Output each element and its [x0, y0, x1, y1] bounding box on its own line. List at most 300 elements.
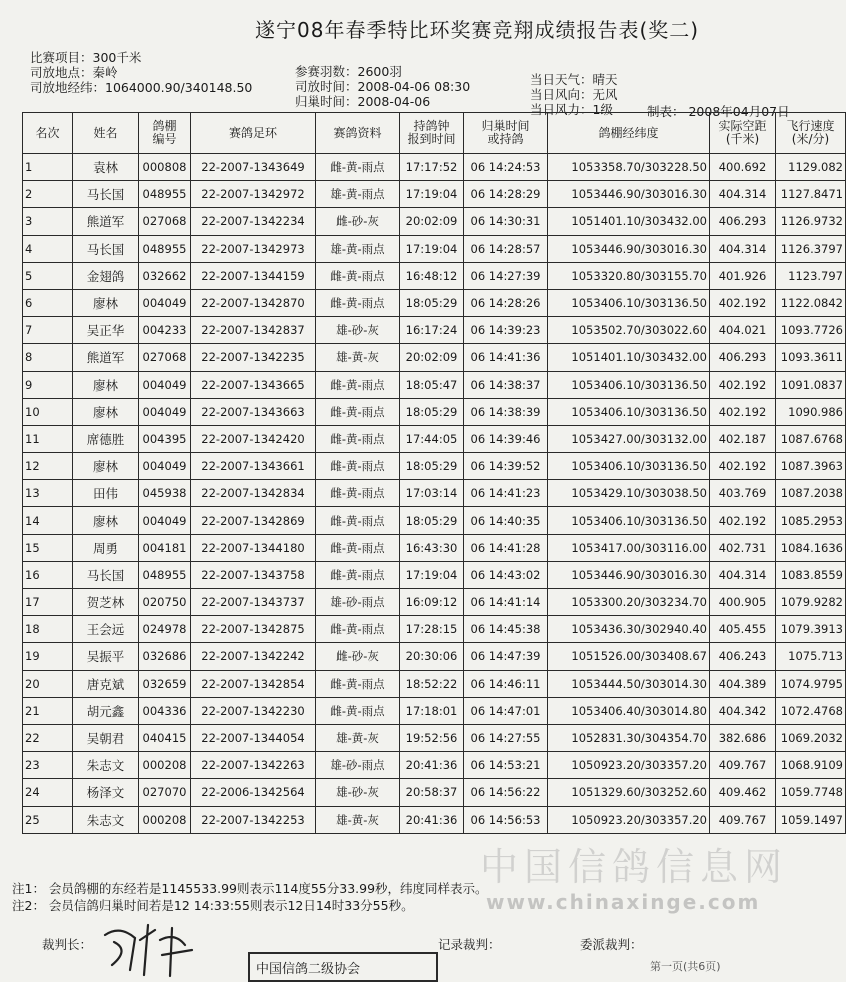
table-cell: 18:05:29: [400, 398, 464, 425]
table-cell: 027070: [139, 779, 191, 806]
table-cell: 06 14:30:31: [464, 208, 548, 235]
table-cell: 金翅鸽: [73, 262, 139, 289]
table-cell: 004049: [139, 371, 191, 398]
column-header: 实际空距 (千米): [710, 113, 776, 154]
table-cell: 熊道军: [73, 344, 139, 371]
table-cell: 1051329.60/303252.60: [548, 779, 710, 806]
table-row: [23, 752, 846, 779]
table-cell: 404.314: [710, 235, 776, 262]
table-cell: 18:05:47: [400, 371, 464, 398]
table-cell: 雄-砂-灰: [316, 779, 400, 806]
table-cell: 熊道军: [73, 208, 139, 235]
table-cell: 401.926: [710, 262, 776, 289]
table-cell: 1052831.30/304354.70: [548, 724, 710, 751]
table-cell: 16:48:12: [400, 262, 464, 289]
table-cell: 000208: [139, 752, 191, 779]
table-cell: 胡元鑫: [73, 697, 139, 724]
table-cell: 1079.3913: [776, 616, 846, 643]
table-cell: 000808: [139, 154, 191, 181]
table-row: [23, 697, 846, 724]
table-cell: 06 14:45:38: [464, 616, 548, 643]
table-row: [23, 344, 846, 371]
table-cell: 048955: [139, 561, 191, 588]
table-cell: 06 14:28:57: [464, 235, 548, 262]
table-cell: 4: [23, 235, 73, 262]
table-cell: 23: [23, 752, 73, 779]
column-header: 姓名: [73, 113, 139, 154]
table-cell: 1053358.70/303228.50: [548, 154, 710, 181]
table-cell: 19:52:56: [400, 724, 464, 751]
table-cell: 404.021: [710, 317, 776, 344]
table-cell: 14: [23, 507, 73, 534]
table-row: [23, 181, 846, 208]
table-cell: 22-2007-1342875: [191, 616, 316, 643]
table-cell: 1050923.20/303357.20: [548, 806, 710, 833]
table-cell: 20:02:09: [400, 208, 464, 235]
table-cell: 409.767: [710, 806, 776, 833]
table-row: [23, 289, 846, 316]
table-cell: 朱志文: [73, 806, 139, 833]
table-cell: 22-2006-1342564: [191, 779, 316, 806]
event-label: 比赛项目：300千米: [30, 50, 142, 65]
release-time-label: 司放时间：: [295, 79, 358, 94]
table-cell: 17:19:04: [400, 235, 464, 262]
return-date-label: 归巢时间：: [295, 94, 358, 109]
table-cell: 吴朝君: [73, 724, 139, 751]
table-cell: 雄-黄-雨点: [316, 181, 400, 208]
table-cell: 06 14:39:52: [464, 453, 548, 480]
table-cell: 22-2007-1342973: [191, 235, 316, 262]
table-cell: 1053502.70/303022.60: [548, 317, 710, 344]
table-cell: 17:19:04: [400, 181, 464, 208]
table-cell: 1050923.20/303357.20: [548, 752, 710, 779]
table-cell: 1072.4768: [776, 697, 846, 724]
table-cell: 004336: [139, 697, 191, 724]
table-cell: 雄-黄-灰: [316, 724, 400, 751]
table-cell: 22-2007-1342234: [191, 208, 316, 235]
table-cell: 16: [23, 561, 73, 588]
table-cell: 廖林: [73, 453, 139, 480]
table-cell: 1053406.10/303136.50: [548, 507, 710, 534]
table-row: [23, 208, 846, 235]
table-cell: 22-2007-1342834: [191, 480, 316, 507]
table-cell: 1053446.90/303016.30: [548, 235, 710, 262]
table-cell: 22-2007-1342420: [191, 425, 316, 452]
table-cell: 雌-黄-雨点: [316, 616, 400, 643]
table-cell: 409.462: [710, 779, 776, 806]
referee-label: 裁判长：: [42, 937, 93, 952]
table-cell: 1083.8559: [776, 561, 846, 588]
table-cell: 贺芝林: [73, 589, 139, 616]
table-cell: 1091.0837: [776, 371, 846, 398]
table-cell: 17:28:15: [400, 616, 464, 643]
table-cell: 22-2007-1342230: [191, 697, 316, 724]
table-cell: 1074.9795: [776, 670, 846, 697]
table-cell: 06 14:56:22: [464, 779, 548, 806]
table-cell: 17:18:01: [400, 697, 464, 724]
table-cell: 马长国: [73, 561, 139, 588]
table-cell: 雄-砂-灰: [316, 317, 400, 344]
table-cell: 000208: [139, 806, 191, 833]
table-cell: 045938: [139, 480, 191, 507]
table-cell: 雌-黄-雨点: [316, 289, 400, 316]
association-stamp: 中国信鸽二级协会: [248, 952, 438, 982]
table-cell: 032659: [139, 670, 191, 697]
column-header: 赛鸽资料: [316, 113, 400, 154]
watermark-url: www.chinaxinge.com: [486, 890, 761, 914]
table-cell: 20: [23, 670, 73, 697]
table-cell: 15: [23, 534, 73, 561]
wind-dir-value: 无风: [592, 87, 618, 102]
table-cell: 06 14:38:39: [464, 398, 548, 425]
table-cell: 6: [23, 289, 73, 316]
column-header: 名次: [23, 113, 73, 154]
note-2: 注2： 会员信鸽归巢时间若是12 14:33:55则表示12日14时33分55秒。: [12, 898, 414, 913]
table-cell: 1093.7726: [776, 317, 846, 344]
table-cell: 004049: [139, 507, 191, 534]
table-cell: 1051401.10/303432.00: [548, 208, 710, 235]
table-cell: 10: [23, 398, 73, 425]
made-date: 制表： 2008年04月07日: [647, 104, 790, 119]
table-cell: 409.767: [710, 752, 776, 779]
table-cell: 20:30:06: [400, 643, 464, 670]
table-cell: 402.192: [710, 371, 776, 398]
table-cell: 06 14:41:28: [464, 534, 548, 561]
column-header: 鸽棚经纬度: [548, 113, 710, 154]
table-cell: 吴振平: [73, 643, 139, 670]
return-date-value: 2008-04-06: [357, 94, 431, 109]
table-cell: 20:41:36: [400, 806, 464, 833]
table-cell: 雄-砂-雨点: [316, 752, 400, 779]
table-cell: 1053406.10/303136.50: [548, 453, 710, 480]
table-cell: 1085.2953: [776, 507, 846, 534]
table-cell: 024978: [139, 616, 191, 643]
table-cell: 22-2007-1344180: [191, 534, 316, 561]
table-cell: 404.314: [710, 181, 776, 208]
table-cell: 1059.1497: [776, 806, 846, 833]
table-cell: 8: [23, 344, 73, 371]
table-cell: 402.731: [710, 534, 776, 561]
table-cell: 406.243: [710, 643, 776, 670]
table-row: [23, 779, 846, 806]
table-cell: 22-2007-1343649: [191, 154, 316, 181]
table-cell: 9: [23, 371, 73, 398]
table-cell: 24: [23, 779, 73, 806]
table-cell: 12: [23, 453, 73, 480]
table-cell: 22-2007-1342242: [191, 643, 316, 670]
table-cell: 1053406.10/303136.50: [548, 398, 710, 425]
note-1: 注1： 会员鸽棚的东经若是1145533.99则表示114度55分33.99秒，纬度同样表示。: [12, 881, 488, 896]
table-cell: 06 14:39:46: [464, 425, 548, 452]
results-table: [22, 112, 846, 834]
table-cell: 20:02:09: [400, 344, 464, 371]
table-cell: 06 14:53:21: [464, 752, 548, 779]
table-cell: 1127.8471: [776, 181, 846, 208]
table-cell: 06 14:39:23: [464, 317, 548, 344]
table-cell: 5: [23, 262, 73, 289]
table-cell: 22-2007-1342854: [191, 670, 316, 697]
table-cell: 1053444.50/303014.30: [548, 670, 710, 697]
table-cell: 17:03:14: [400, 480, 464, 507]
table-cell: 11: [23, 425, 73, 452]
table-cell: 1053406.10/303136.50: [548, 371, 710, 398]
table-row: [23, 670, 846, 697]
table-cell: 032686: [139, 643, 191, 670]
table-cell: 1084.1636: [776, 534, 846, 561]
table-cell: 雄-砂-雨点: [316, 589, 400, 616]
table-cell: 2: [23, 181, 73, 208]
table-cell: 雌-黄-雨点: [316, 480, 400, 507]
table-cell: 06 14:24:53: [464, 154, 548, 181]
table-cell: 048955: [139, 181, 191, 208]
table-cell: 004049: [139, 398, 191, 425]
table-cell: 20:58:37: [400, 779, 464, 806]
weather-value: 晴天: [592, 72, 618, 87]
handwritten-signature: [100, 920, 220, 977]
table-cell: 17:19:04: [400, 561, 464, 588]
table-cell: 雌-黄-雨点: [316, 262, 400, 289]
table-cell: 3: [23, 208, 73, 235]
table-cell: 1068.9109: [776, 752, 846, 779]
table-cell: 雌-砂-灰: [316, 643, 400, 670]
table-cell: 18:05:29: [400, 289, 464, 316]
wind-dir-label: 当日风向：: [530, 87, 593, 102]
table-cell: 1053429.10/303038.50: [548, 480, 710, 507]
table-cell: 405.455: [710, 616, 776, 643]
table-row: [23, 616, 846, 643]
table-cell: 404.314: [710, 561, 776, 588]
table-cell: 004395: [139, 425, 191, 452]
table-row: [23, 317, 846, 344]
table-cell: 朱志文: [73, 752, 139, 779]
table-cell: 1122.0842: [776, 289, 846, 316]
table-cell: 席德胜: [73, 425, 139, 452]
table-cell: 1053427.00/303132.00: [548, 425, 710, 452]
table-cell: 06 14:56:53: [464, 806, 548, 833]
table-cell: 22-2007-1343665: [191, 371, 316, 398]
table-cell: 雌-黄-雨点: [316, 453, 400, 480]
table-row: [23, 235, 846, 262]
table-cell: 13: [23, 480, 73, 507]
table-cell: 18:05:29: [400, 507, 464, 534]
table-cell: 吴正华: [73, 317, 139, 344]
header-weather-info: [530, 72, 618, 117]
watermark-logo-text: 中国信鸽信息网: [480, 845, 789, 889]
table-cell: 1053300.20/303234.70: [548, 589, 710, 616]
footnotes: [12, 880, 488, 914]
table-row: [23, 806, 846, 833]
table-cell: 06 14:46:11: [464, 670, 548, 697]
table-cell: 06 14:27:55: [464, 724, 548, 751]
column-header: 鸽棚 编号: [139, 113, 191, 154]
table-cell: 06 14:43:02: [464, 561, 548, 588]
table-cell: 22-2007-1344159: [191, 262, 316, 289]
table-cell: 马长国: [73, 235, 139, 262]
table-cell: 唐克斌: [73, 670, 139, 697]
table-cell: 22-2007-1343758: [191, 561, 316, 588]
table-cell: 402.192: [710, 507, 776, 534]
table-cell: 048955: [139, 235, 191, 262]
table-cell: 402.192: [710, 289, 776, 316]
table-cell: 廖林: [73, 289, 139, 316]
table-header-row: [23, 113, 846, 154]
table-cell: 06 14:38:37: [464, 371, 548, 398]
table-cell: 1053436.30/302940.40: [548, 616, 710, 643]
table-row: [23, 507, 846, 534]
table-cell: 1087.2038: [776, 480, 846, 507]
table-cell: 22-2007-1342972: [191, 181, 316, 208]
table-cell: 004181: [139, 534, 191, 561]
table-cell: 雄-黄-灰: [316, 344, 400, 371]
table-cell: 袁林: [73, 154, 139, 181]
table-row: [23, 262, 846, 289]
table-cell: 1123.797: [776, 262, 846, 289]
header-race-info: [295, 64, 470, 109]
table-cell: 1079.9282: [776, 589, 846, 616]
header-event-info: [30, 50, 252, 95]
table-cell: 廖林: [73, 371, 139, 398]
table-cell: 1053406.40/303014.80: [548, 697, 710, 724]
table-cell: 06 14:41:36: [464, 344, 548, 371]
table-cell: 06 14:28:29: [464, 181, 548, 208]
table-cell: 18:05:29: [400, 453, 464, 480]
entries-label: 参赛羽数：: [295, 64, 358, 79]
table-cell: 16:43:30: [400, 534, 464, 561]
table-cell: 22-2007-1342235: [191, 344, 316, 371]
table-row: [23, 480, 846, 507]
wind-force-value: 1级: [592, 102, 613, 117]
table-cell: 382.686: [710, 724, 776, 751]
table-cell: 004049: [139, 453, 191, 480]
table-row: [23, 561, 846, 588]
table-cell: 06 14:41:23: [464, 480, 548, 507]
table-cell: 1129.082: [776, 154, 846, 181]
table-row: [23, 453, 846, 480]
table-row: [23, 154, 846, 181]
table-cell: 1053406.10/303136.50: [548, 289, 710, 316]
table-cell: 400.692: [710, 154, 776, 181]
table-cell: 406.293: [710, 344, 776, 371]
table-cell: 17:17:52: [400, 154, 464, 181]
column-header: 飞行速度 (米/分): [776, 113, 846, 154]
table-cell: 22-2007-1343661: [191, 453, 316, 480]
table-cell: 7: [23, 317, 73, 344]
table-cell: 06 14:40:35: [464, 507, 548, 534]
table-body: [23, 154, 846, 834]
column-header: 持鸽钟 报到时间: [400, 113, 464, 154]
table-cell: 雌-黄-雨点: [316, 398, 400, 425]
table-cell: 032662: [139, 262, 191, 289]
table-cell: 1087.6768: [776, 425, 846, 452]
table-cell: 22-2007-1342869: [191, 507, 316, 534]
table-cell: 雌-黄-雨点: [316, 534, 400, 561]
table-cell: 402.192: [710, 398, 776, 425]
table-cell: 16:17:24: [400, 317, 464, 344]
table-cell: 18:52:22: [400, 670, 464, 697]
table-cell: 400.905: [710, 589, 776, 616]
release-coords: 司放地经纬：1064000.90/340148.50: [30, 80, 253, 95]
table-cell: 402.187: [710, 425, 776, 452]
table-cell: 20:41:36: [400, 752, 464, 779]
table-cell: 25: [23, 806, 73, 833]
table-cell: 雌-黄-雨点: [316, 507, 400, 534]
table-cell: 402.192: [710, 453, 776, 480]
table-cell: 404.389: [710, 670, 776, 697]
table-cell: 22-2007-1342870: [191, 289, 316, 316]
table-cell: 21: [23, 697, 73, 724]
document-title: 遂宁08年春季特比环奖赛竞翔成绩报告表(奖二): [255, 18, 700, 42]
weather-label: 当日天气：: [530, 72, 593, 87]
column-header: 赛鸽足环: [191, 113, 316, 154]
table-cell: 06 14:47:39: [464, 643, 548, 670]
table-row: [23, 398, 846, 425]
table-cell: 16:09:12: [400, 589, 464, 616]
table-row: [23, 534, 846, 561]
table-cell: 雌-黄-雨点: [316, 154, 400, 181]
table-row: [23, 724, 846, 751]
table-cell: 1075.713: [776, 643, 846, 670]
table-cell: 雌-黄-雨点: [316, 425, 400, 452]
table-cell: 1069.2032: [776, 724, 846, 751]
table-cell: 06 14:27:39: [464, 262, 548, 289]
table-cell: 1053320.80/303155.70: [548, 262, 710, 289]
table-cell: 1053417.00/303116.00: [548, 534, 710, 561]
table-cell: 廖林: [73, 398, 139, 425]
column-header: 归巢时间 或持鸽: [464, 113, 548, 154]
table-cell: 020750: [139, 589, 191, 616]
page-indicator: 第一页(共6页): [650, 960, 721, 973]
assigned-label: 委派裁判：: [580, 937, 643, 952]
table-row: [23, 643, 846, 670]
entries-value: 2600羽: [357, 64, 402, 79]
table-cell: 06 14:28:26: [464, 289, 548, 316]
table-cell: 1051526.00/303408.67: [548, 643, 710, 670]
table-cell: 杨泽文: [73, 779, 139, 806]
table-cell: 雌-黄-雨点: [316, 697, 400, 724]
table-cell: 17: [23, 589, 73, 616]
table-cell: 马长国: [73, 181, 139, 208]
table-cell: 1053446.90/303016.30: [548, 561, 710, 588]
table-cell: 06 14:41:14: [464, 589, 548, 616]
table-cell: 1126.3797: [776, 235, 846, 262]
release-place: 司放地点：秦岭: [30, 65, 118, 80]
table-cell: 1090.986: [776, 398, 846, 425]
table-cell: 雌-黄-雨点: [316, 670, 400, 697]
table-row: [23, 425, 846, 452]
table-cell: 1087.3963: [776, 453, 846, 480]
table-cell: 18: [23, 616, 73, 643]
table-cell: 22-2007-1343663: [191, 398, 316, 425]
table-cell: 雌-黄-雨点: [316, 561, 400, 588]
table-cell: 19: [23, 643, 73, 670]
table-cell: 22: [23, 724, 73, 751]
table-cell: 17:44:05: [400, 425, 464, 452]
table-cell: 22-2007-1343737: [191, 589, 316, 616]
table-cell: 22-2007-1342253: [191, 806, 316, 833]
table-cell: 雌-砂-灰: [316, 208, 400, 235]
table-cell: 22-2007-1342837: [191, 317, 316, 344]
table-cell: 22-2007-1344054: [191, 724, 316, 751]
table-cell: 22-2007-1342263: [191, 752, 316, 779]
table-cell: 040415: [139, 724, 191, 751]
table-row: [23, 589, 846, 616]
table-cell: 王会远: [73, 616, 139, 643]
table-cell: 406.293: [710, 208, 776, 235]
table-cell: 雄-黄-灰: [316, 806, 400, 833]
table-cell: 004049: [139, 289, 191, 316]
table-cell: 田伟: [73, 480, 139, 507]
table-cell: 1: [23, 154, 73, 181]
